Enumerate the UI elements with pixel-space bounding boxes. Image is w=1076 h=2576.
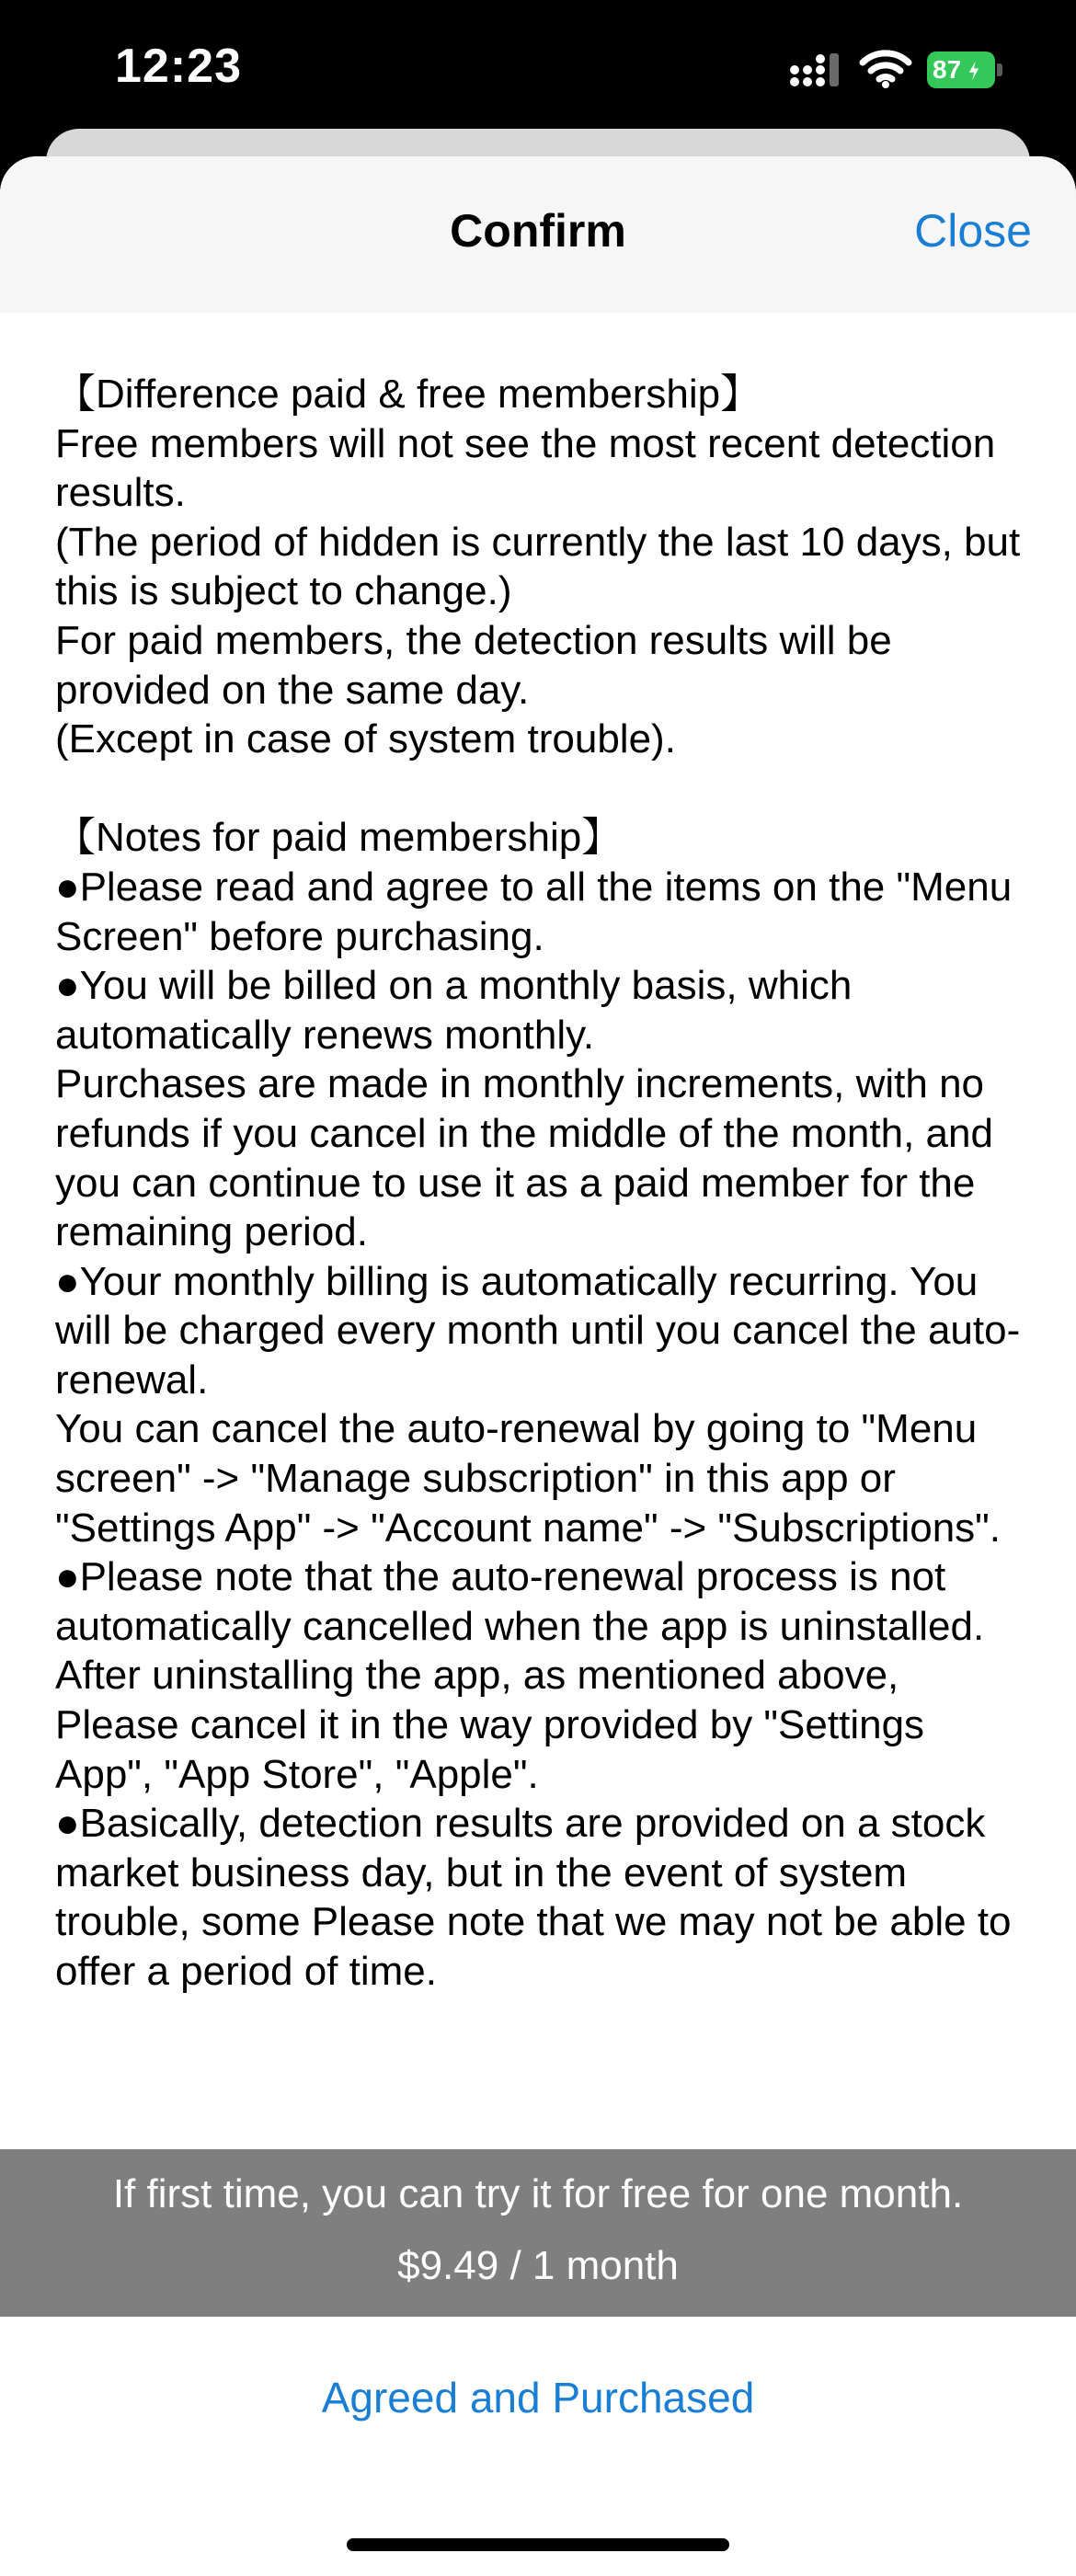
- confirm-sheet: [0, 156, 1076, 2576]
- terms-paragraph: (The period of hidden is currently the last 10 days, but this is subject to change.): [55, 519, 1021, 614]
- battery-cap: [997, 63, 1002, 76]
- battery-level: [927, 52, 995, 88]
- terms-paragraph: ●Please read and agree to all the items on the "Menu Screen" before purchasing.: [55, 864, 1013, 959]
- battery-level-text: 87: [933, 55, 962, 84]
- battery-icon: [927, 52, 1002, 88]
- terms-paragraph: ●Please note that the auto-renewal process is not automatically cancelled when the app is uninstalled.: [55, 1554, 985, 1649]
- terms-paragraph: You can cancel the auto-renewal by going to "Menu screen" -> "Manage subscription" in this app or "Settings App" -> "Account name" -> "Subscriptions".: [55, 1406, 1002, 1551]
- terms-paragraph: Free members will not see the most recent detection results.: [55, 420, 996, 516]
- terms-paragraph: After uninstalling the app, as mentioned above, Please cancel it in the way provided by "Settings App", "App Store", "Apple".: [55, 1653, 925, 1797]
- paragraph-spacer: [55, 764, 1030, 814]
- trial-text: If first time, you can try it for free for one month.: [112, 2171, 964, 2216]
- terms-paragraph: ●Basically, detection results are provided on a stock market business day, but in the event of system trouble, some Please note that we may not be able to offer a period of time.: [55, 1801, 1012, 1994]
- status-time: 12:23: [115, 40, 242, 93]
- section-heading-difference: 【Difference paid & free membership】: [55, 372, 761, 417]
- terms-paragraph: ●You will be billed on a monthly basis, which automatically renews monthly.: [55, 963, 853, 1058]
- terms-paragraph: ●Your monthly billing is automatically recurring. You will be charged every month until you cancel the auto-renewal.: [55, 1258, 1021, 1402]
- terms-text: [55, 370, 1030, 1997]
- charging-bolt-icon: [968, 61, 979, 81]
- terms-paragraph: For paid members, the detection results will be provided on the same day.: [55, 617, 892, 713]
- trial-banner: [0, 2149, 1076, 2317]
- close-button[interactable]: Close: [914, 205, 1032, 257]
- page-title: Confirm: [450, 205, 626, 257]
- terms-paragraph: (Except in case of system trouble).: [55, 716, 676, 762]
- section-heading-notes: 【Notes for paid membership】: [55, 815, 623, 861]
- wifi-icon: [859, 50, 912, 88]
- home-indicator: [347, 2538, 729, 2551]
- cellular-signal-icon: [787, 52, 844, 90]
- terms-paragraph: Purchases are made in monthly increments, with no refunds if you cancel in the middle of the month, and you can continue to use it as a paid member for the remaining period.: [55, 1061, 993, 1255]
- nav-bar: [0, 156, 1076, 313]
- price-text: $9.49 / 1 month: [397, 2243, 679, 2288]
- agree-purchase-button[interactable]: Agreed and Purchased: [321, 2374, 755, 2421]
- status-bar: [0, 0, 1076, 138]
